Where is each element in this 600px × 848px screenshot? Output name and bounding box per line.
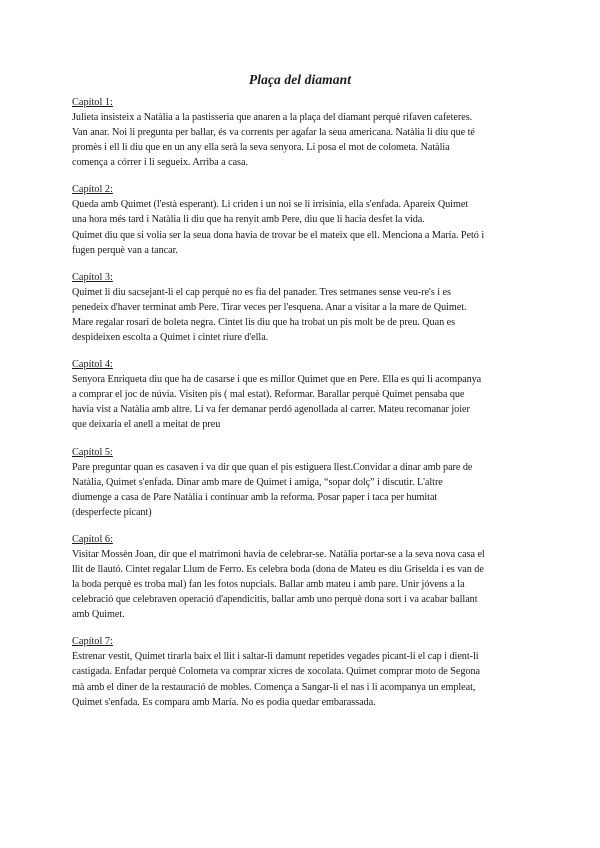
chapter-heading: Capítol 1: (72, 97, 113, 108)
chapter-section (72, 359, 528, 432)
chapter-heading: Capítol 5: (72, 446, 113, 458)
chapter-line: amb Quimet. (72, 609, 125, 621)
chapter-body (72, 372, 528, 432)
chapter-heading: Capítol 6: (72, 533, 113, 545)
document-title: Plaça del diamant (248, 72, 352, 87)
chapter-line: Quimet s'enfada. Es compara amb María. No es podia quedar embarassada. (72, 696, 376, 708)
chapter-line: Queda amb Quimet (l'està esperant). Li criden i un noi se li irrisinia, ella s'enfada. Apareix Quimet (72, 199, 469, 211)
chapter-line: Mare regalar rosari de boleta negra. Cintet lis diu que ha trobat un pis molt be de preu. Quan es (72, 316, 456, 328)
chapter-section (72, 534, 528, 622)
chapter-line: fugen perquè van a tancar. (72, 244, 178, 256)
chapter-heading: Capítol 4: (72, 359, 113, 371)
chapter-line: celebració que celebraven operació d'apendicitis, ballar amb uno perquè dona sort i va acabar ballant (72, 594, 478, 606)
chapter-line: la boda perquè es troba mal) fan les fotos nupcials. Ballar amb mateu i amb pare. Unir jóvens a la (72, 579, 465, 591)
chapter-section (72, 636, 528, 709)
chapter-section (72, 447, 528, 520)
chapter-line: havia vist a Natàlia amb altre. Li va fer demanar perdó agenollada al carrer. Mateu recomanar joier (72, 404, 470, 416)
chapter-line: comença a córrer i li segueix. Arriba a casa. (72, 157, 248, 169)
chapter-line: Senyora Enriqueta diu que ha de casarse i que es millor Quimet que en Pere. Ella es qui li acompanya (72, 374, 482, 386)
chapter-line: que deixaria el anell a meitat de preu (72, 419, 221, 431)
chapter-line: despideixen escolta a Quimet i cintet riure d'ella. (72, 332, 269, 344)
chapter-line: mà amb el diner de la restauració de mobles. Comença a Sangar-li el nas i li acompanya un empleat, (72, 681, 476, 693)
chapter-line: castigada. Enfadar perquè Colometa va comprar xicres de xocolata. Quimet comprar moto de Segona (72, 666, 480, 678)
chapter-body (72, 110, 528, 170)
chapter-line: Natàlia, Quimet s'enfada. Dinar amb mare de Quimet i amiga, “sopar dolç” i discutir. L'altre (72, 476, 443, 488)
chapter-body (72, 649, 528, 709)
chapter-line: promès i ell li diu que en un any ella serà la seva senyora. Li posa el mot de colometa. Natàlia (72, 142, 450, 154)
chapter-heading: Capítol 7: (72, 636, 113, 648)
chapter-line: una hora més tard i Natàlia li diu que ha renyit amb Pere, diu que li hacia desfet la vida. (72, 214, 425, 226)
chapter-line: (desperfecte picant) (72, 506, 152, 518)
chapter-line: a comprar el joc de núvia. Visiten pis ( mal estat). Reformar. Barallar perquè Quimet pensaba que (72, 389, 465, 401)
chapter-line: Quimet li diu sacsejant-li el cap perquè no es fia del panader. Tres setmanes sense veu-re's i es (72, 286, 451, 298)
chapter-line: Quimet diu que si volia ser la seua dona havia de trovar be el mateix que ell. Menciona a María. Petó i (72, 229, 485, 241)
chapter-section (72, 184, 528, 257)
chapter-body (72, 197, 528, 257)
chapter-heading: Capítol 3: (72, 271, 113, 283)
chapter-line: Pare preguntar quan es casaven i va dir que quan el pis estiguera llest.Convidar a dinar amb pare de (72, 461, 473, 473)
chapter-line: Visitar Mossèn Joan, dir que el matrimoni havia de celebrar-se. Natàlia portar-se a la seva nova casa el (72, 548, 485, 560)
chapter-body (72, 547, 528, 622)
chapter-body (72, 285, 528, 345)
chapter-body (72, 460, 528, 520)
chapter-line: penedeix d'haver terminat amb Pere. Tirar veces per l'esquena. Anar a visitar a la mare de Quimet. (72, 301, 467, 313)
chapter-line: Estrenar vestit, Quimet tirarla baix el llit i saltar-li damunt repetides vegades picant-li el cap i dient-li (72, 651, 479, 663)
chapter-heading: Capítol 2: (72, 184, 113, 196)
chapter-line: Van anar. Noi li pregunta per ballar, és va corrents per agafar la seua americana. Natàlia li diu que té (72, 127, 475, 139)
chapter-line: Julieta insisteix a Natàlia a la pastisseria que anaren a la plaça del diamant perquè rifaven cafeteres. (72, 112, 473, 123)
chapter-list (72, 97, 528, 710)
chapter-section (72, 272, 528, 345)
chapter-section (72, 97, 528, 170)
chapter-line: diumenge a casa de Pare Natàlia i continuar amb la reforma. Posar paper i taca per humitat (72, 491, 438, 503)
chapter-line: llit de llautó. Cintet regalar Llum de Ferro. Es celebra boda (dona de Mateu es diu Griselda i es van de (72, 563, 484, 575)
